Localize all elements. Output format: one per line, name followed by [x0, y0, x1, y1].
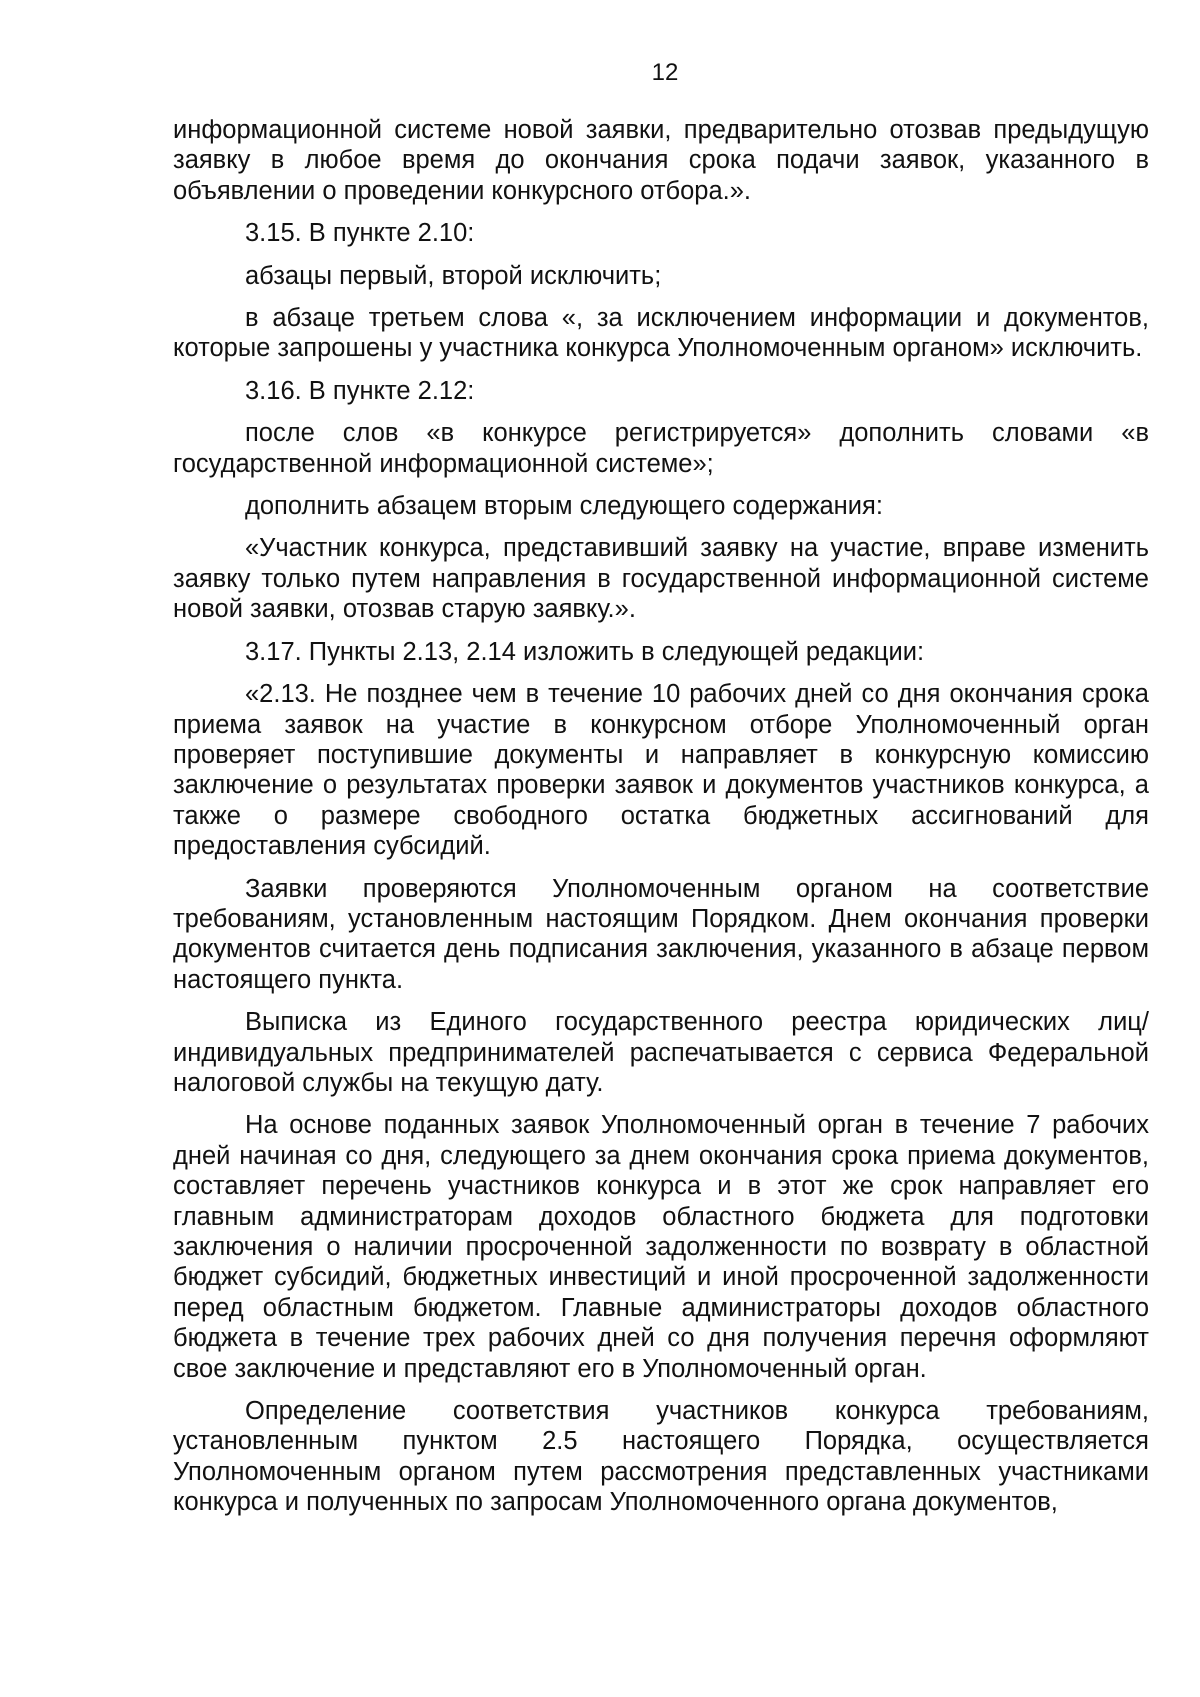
paragraph: после слов «в конкурсе регистрируется» дополнить словами «в государственной информационной системе»; — [173, 419, 1149, 478]
document-body — [173, 115, 1149, 1530]
paragraph: «2.13. Не позднее чем в течение 10 рабочих дней со дня окончания срока приема заявок на участие в конкурсном отборе Уполномоченный орган проверяет поступившие документы и направляет в конкурсную комиссию заключение о результатах проверки заявок и документов участников конкурса, а также о размере свободного остатка бюджетных ассигнований для предоставления субсидий. — [173, 680, 1149, 861]
page-number: 12 — [651, 59, 679, 86]
paragraph: информационной системе новой заявки, предварительно отозвав предыдущую заявку в любое время до окончания срока подачи заявок, указанного в объявлении о проведении конкурсного отбора.». — [173, 116, 1149, 205]
paragraph: в абзаце третьем слова «, за исключением информации и документов, которые запрошены у участника конкурса Уполномоченным органом» исключить. — [173, 304, 1149, 363]
paragraph: Выписка из Единого государственного реестра юридических лиц/индивидуальных предпринимателей распечатывается с сервиса Федеральной налоговой службы на текущую дату. — [173, 1008, 1149, 1097]
paragraph: На основе поданных заявок Уполномоченный орган в течение 7 рабочих дней начиная со дня, следующего за днем окончания срока приема документов, составляет перечень участников конкурса и в этот же срок направляет его главным администраторам доходов областного бюджета для подготовки заключения о наличии просроченной задолженности по возврату в областной бюджет субсидий, бюджетных инвестиций и иной просроченной задолженности перед областным бюджетом. Главные администраторы доходов областного бюджета в течение трех рабочих дней со дня получения перечня оформляют свое заключение и представляют его в Уполномоченный орган. — [173, 1111, 1149, 1383]
paragraph: 3.15. В пункте 2.10: — [245, 219, 475, 248]
paragraph: 3.17. Пункты 2.13, 2.14 изложить в следующей редакции: — [245, 637, 925, 666]
paragraph: Определение соответствия участников конкурса требованиям, установленным пунктом 2.5 настоящего Порядка, осуществляется Уполномоченным органом путем рассмотрения представленных участниками конкурса и полученных по запросам Уполномоченного органа документов, — [173, 1397, 1149, 1517]
paragraph: 3.16. В пункте 2.12: — [245, 376, 475, 405]
paragraph: «Участник конкурса, представивший заявку на участие, вправе изменить заявку только путем направления в государственной информационной системе новой заявки, отозвав старую заявку.». — [173, 534, 1149, 624]
paragraph: дополнить абзацем вторым следующего содержания: — [245, 492, 883, 521]
paragraph: абзацы первый, второй исключить; — [245, 261, 662, 290]
paragraph: Заявки проверяются Уполномоченным органом на соответствие требованиям, установленным настоящим Порядком. Днем окончания проверки документов считается день подписания заключения, указанного в абзаце первом настоящего пункта. — [173, 874, 1149, 994]
